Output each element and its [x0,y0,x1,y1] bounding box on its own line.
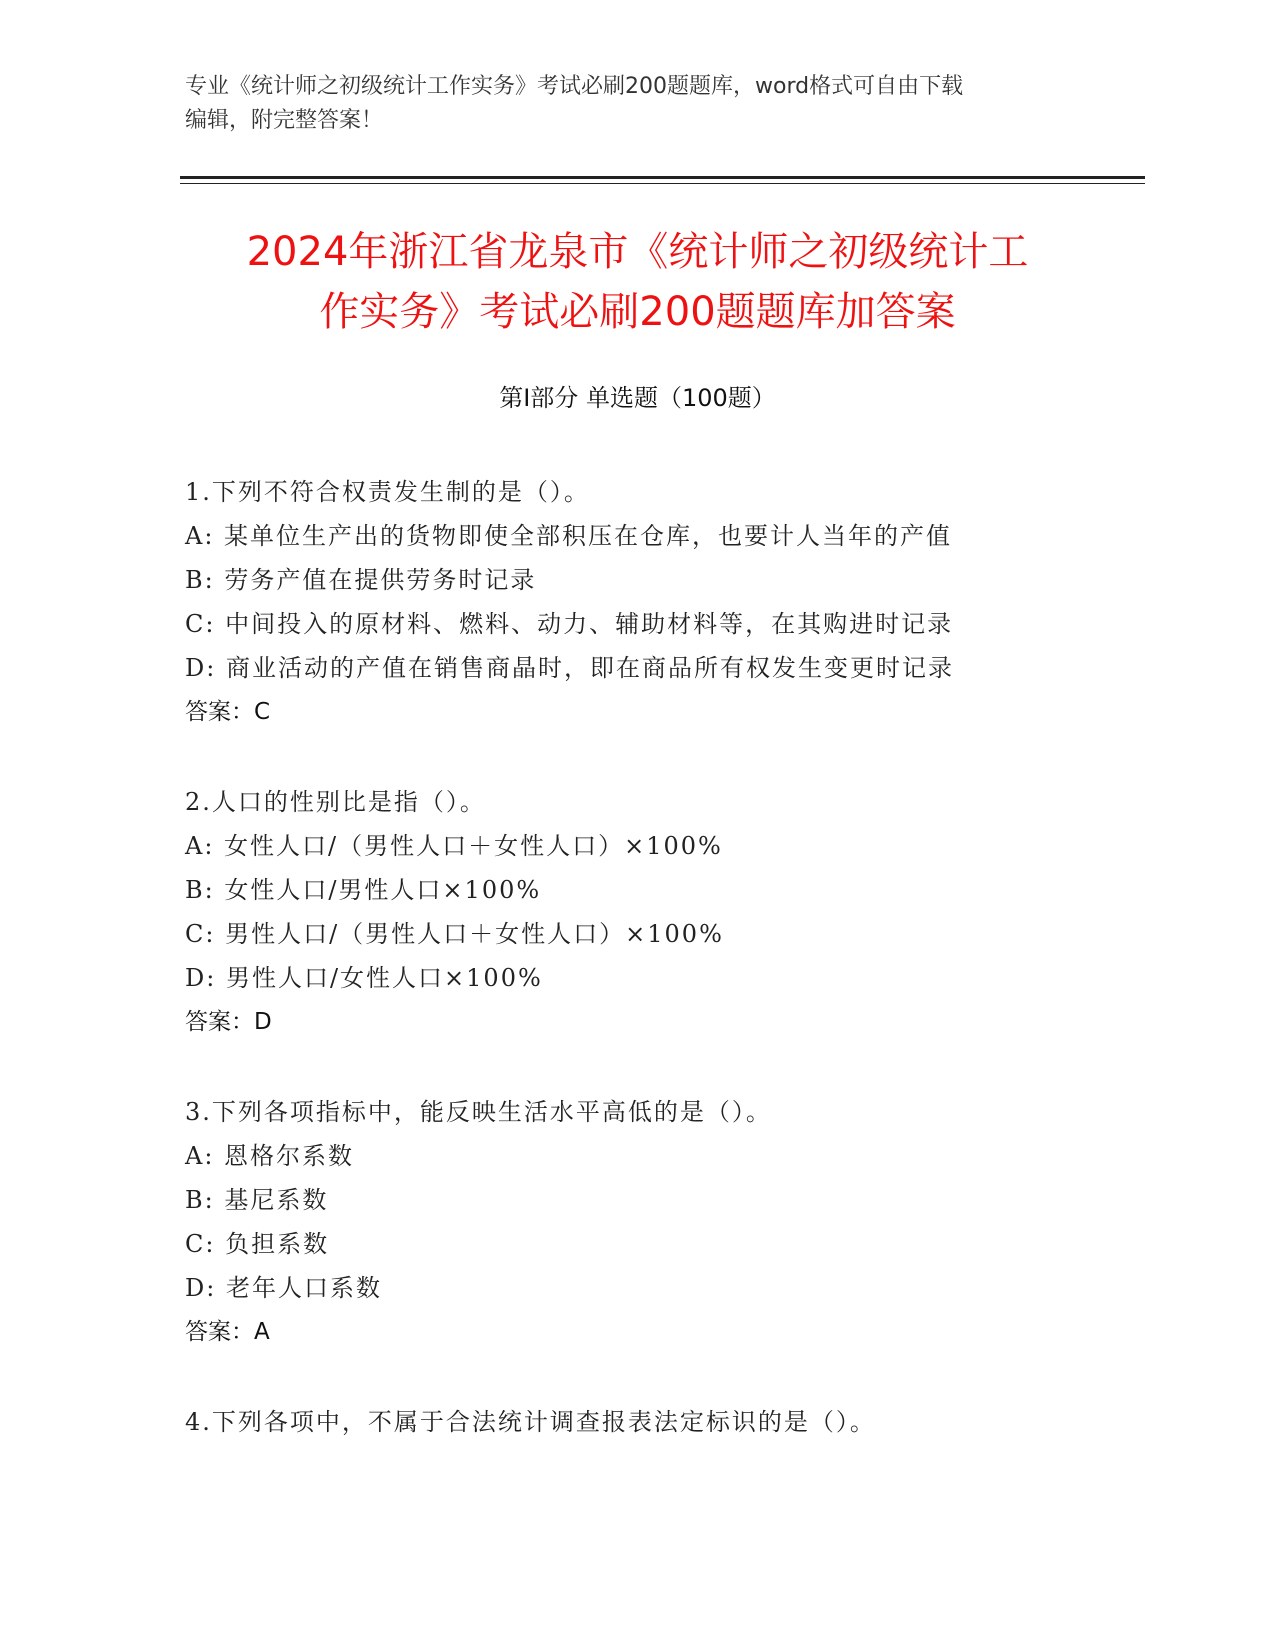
question-stem: 4.下列各项中，不属于合法统计调查报表法定标识的是（）。 [185,1408,876,1436]
section-heading: 第I部分 单选题（100题） [499,384,776,412]
option-d: D: 老年人口系数 [185,1274,382,1302]
option-c: C: 中间投入的原材料、燃料、动力、辅助材料等，在其购进时记录 [185,610,954,638]
option-a: A: 某单位生产出的货物即使全部积压在仓库，也要计人当年的产值 [185,522,953,550]
header-note [185,70,1105,138]
option-d: D: 男性人口/女性人口×100% [185,964,543,992]
question-3 [185,1090,1085,1354]
question-1 [185,470,1085,734]
option-d: D: 商业活动的产值在销售商晶时，即在商品所有权发生变更时记录 [185,654,954,682]
question-4 [185,1400,1085,1444]
document-title-line-1: 2024年浙江省龙泉市《统计师之初级统计工 [246,229,1029,275]
header-divider-thin [180,183,1145,184]
question-stem: 2.人口的性别比是指（）。 [185,788,486,816]
question-stem: 3.下列各项指标中，能反映生活水平高低的是（）。 [185,1098,772,1126]
question-2 [185,780,1085,1044]
document-title [170,222,1105,342]
answer: 答案：D [185,1009,272,1035]
option-b: B: 基尼系数 [185,1186,329,1214]
header-note-line-1: 专业《统计师之初级统计工作实务》考试必刷200题题库，word格式可自由下载 [185,74,964,99]
option-a: A: 女性人口/（男性人口＋女性人口）×100% [185,832,723,860]
option-b: B: 女性人口/男性人口×100% [185,876,542,904]
option-c: C: 男性人口/（男性人口＋女性人口）×100% [185,920,724,948]
option-a: A: 恩格尔系数 [185,1142,355,1170]
header-note-line-2: 编辑，附完整答案！ [185,108,384,133]
question-list [185,470,1085,1490]
option-c: C: 负担系数 [185,1230,330,1258]
document-title-line-2: 作实务》考试必刷200题题库加答案 [319,289,956,335]
option-b: B: 劳务产值在提供劳务时记录 [185,566,537,594]
answer: 答案：C [185,699,271,725]
answer: 答案：A [185,1319,270,1345]
question-stem: 1.下列不符合权责发生制的是（）。 [185,478,590,506]
header-divider-thick [180,176,1145,179]
